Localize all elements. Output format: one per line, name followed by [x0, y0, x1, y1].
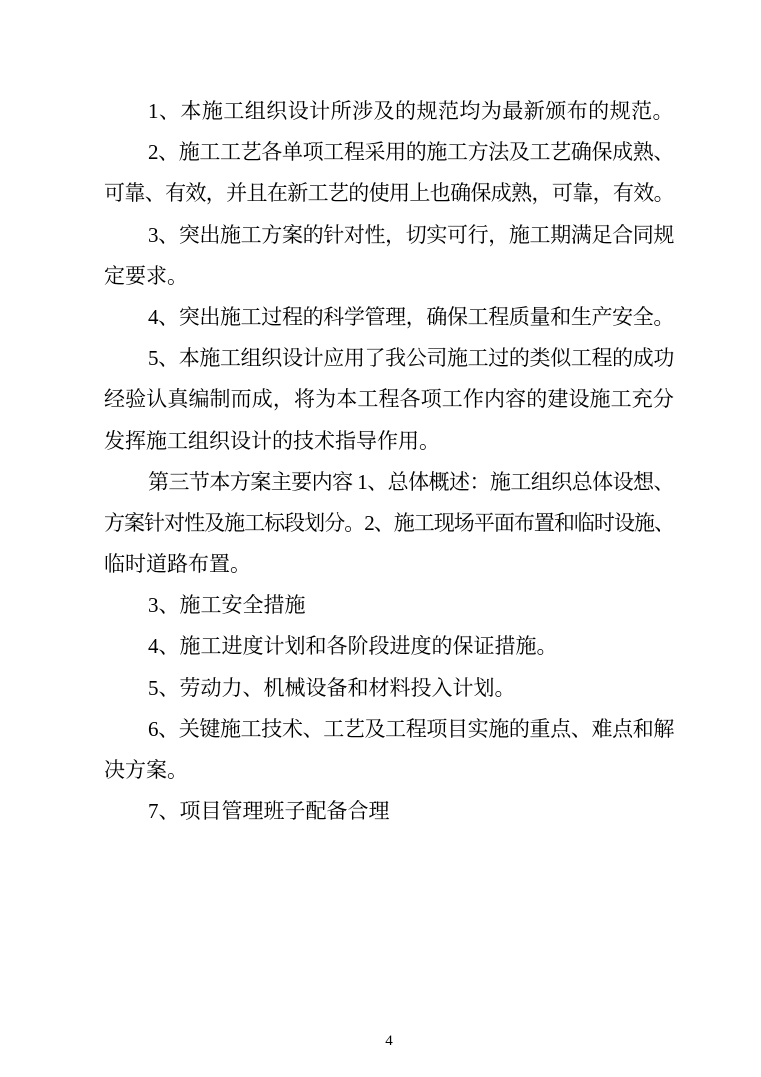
text-line-content: 3、突出施工方案的针对性，切实可行，施工期满足合同规 — [148, 222, 674, 247]
text-line-content: 定要求。 — [104, 263, 188, 288]
text-line — [104, 585, 674, 626]
text-line-content: 临时道路布置。 — [104, 552, 251, 577]
text-line — [104, 338, 674, 379]
text-line-content: 经验认真编制而成，将为本工程各项工作内容的建设施工充分 — [104, 387, 674, 412]
text-line-content: 4、突出施工过程的科学管理，确保工程质量和生产安全。 — [148, 304, 674, 329]
text-line-content: 1、本施工组织设计所涉及的规范均为最新颁布的规范。 — [148, 99, 674, 123]
document-body — [104, 91, 674, 832]
text-line — [104, 709, 674, 750]
text-line-content: 4、施工进度计划和各阶段进度的保证措施。 — [148, 634, 558, 659]
text-line — [104, 626, 674, 667]
text-line — [104, 462, 674, 503]
text-line — [104, 421, 674, 462]
text-line — [104, 791, 674, 832]
text-line — [104, 503, 674, 544]
text-line — [104, 132, 674, 173]
text-line-content: 第三节本方案主要内容 1、总体概述：施工组织总体设想、 — [148, 469, 674, 494]
page-number: 4 — [385, 1033, 393, 1049]
text-line — [104, 750, 674, 791]
text-line — [104, 379, 674, 420]
text-line-content: 6、关键施工技术、工艺及工程项目实施的重点、难点和解 — [148, 716, 674, 741]
text-line-content: 可靠、有效，并且在新工艺的使用上也确保成熟，可靠，有效。 — [104, 181, 674, 206]
text-line-content: 7、项目管理班子配备合理 — [148, 799, 390, 824]
text-line-content: 3、施工安全措施 — [148, 593, 306, 618]
text-line — [104, 297, 674, 338]
text-line — [104, 215, 674, 256]
text-line-content: 2、施工工艺各单项工程采用的施工方法及工艺确保成熟、 — [148, 140, 674, 165]
text-line — [104, 544, 674, 585]
text-line — [104, 668, 674, 709]
text-line-content: 方案针对性及施工标段划分。2、施工现场平面布置和临时设施、 — [104, 510, 674, 535]
text-line — [104, 256, 674, 297]
text-line-content: 5、劳动力、机械设备和材料投入计划。 — [148, 675, 516, 700]
text-line-content: 5、本施工组织设计应用了我公司施工过的类似工程的成功 — [148, 346, 674, 371]
text-line-content: 发挥施工组织设计的技术指导作用。 — [104, 428, 440, 453]
text-line — [104, 91, 674, 132]
text-line — [104, 173, 674, 214]
text-line-content: 决方案。 — [104, 758, 188, 782]
